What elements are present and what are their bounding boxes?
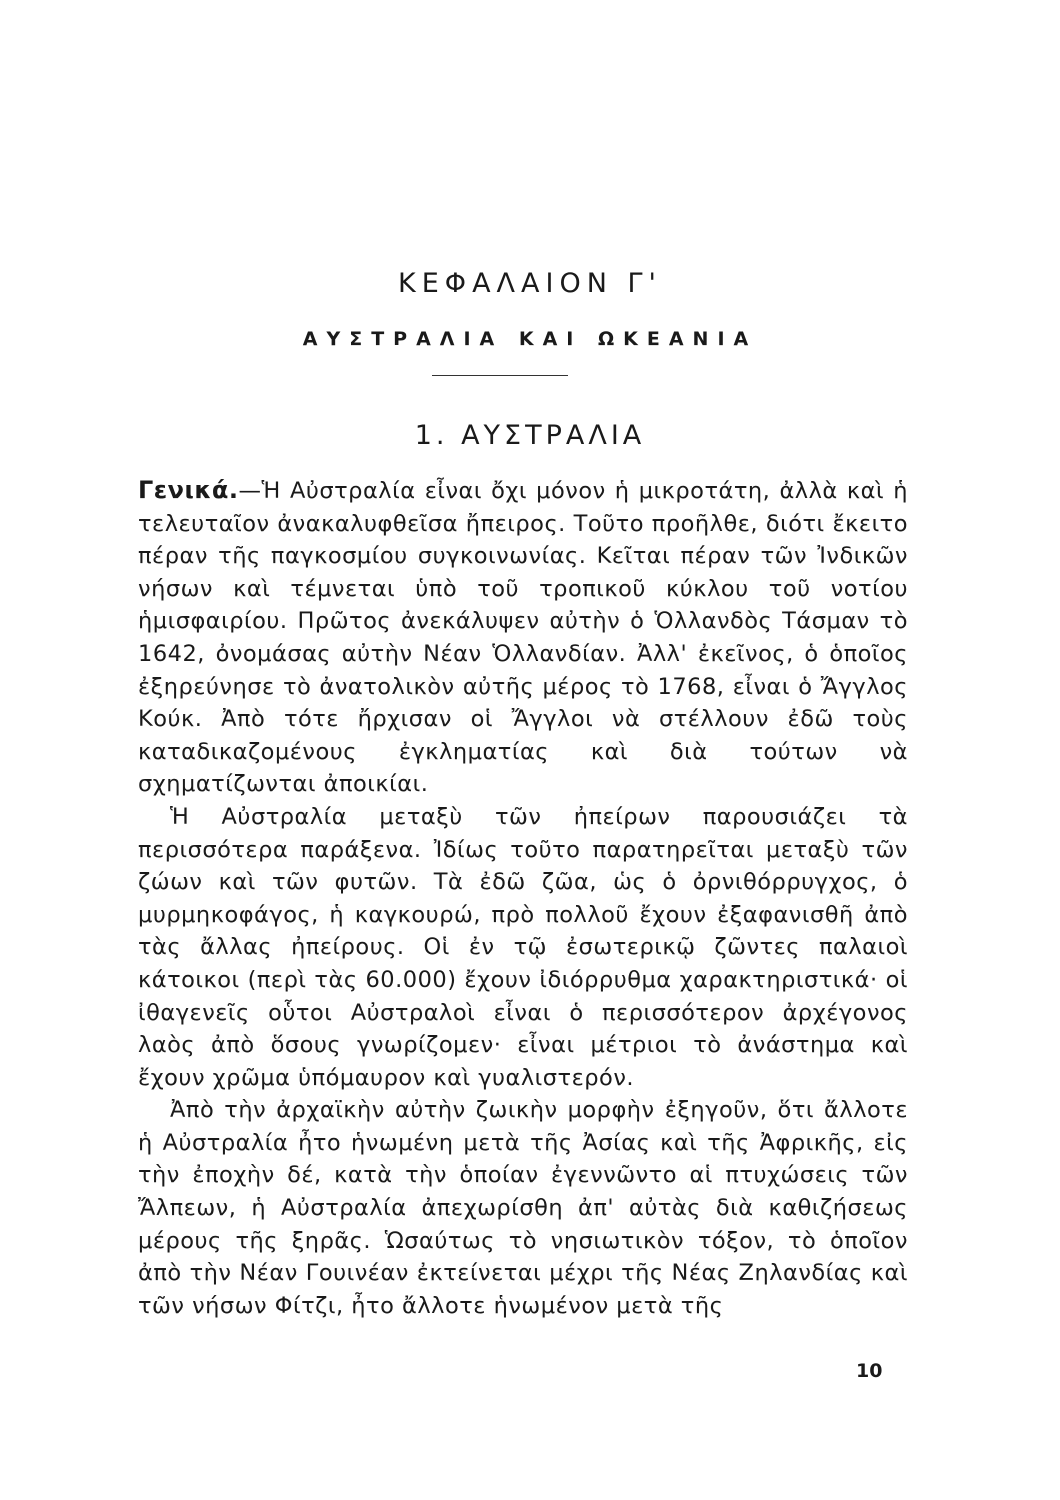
paragraph-2: Ἡ Αὐστραλία μεταξὺ τῶν ἠπείρων παρουσιάζει τὰ περισσότερα παράξενα. Ἰδίως τοῦτο παρατηρεῖται μεταξὺ τῶν ζώων καὶ τῶν φυτῶν. Τὰ ἐδῶ ζῶα, ὡς ὁ ὀρνιθόρρυγχος, ὁ μυρμηκοφάγος, ἡ καγκουρώ, πρὸ πολλοῦ ἔχουν ἐξαφανισθῆ ἀπὸ τὰς ἄλλας ἠπείρους. Οἱ ἐν τῷ ἐσωτερικῷ ζῶντες παλαιοὶ κάτοικοι (περὶ τὰς 60.000) ἔχουν ἰδιόρρυθμα χαρακτηριστικά· οἱ ἰθαγενεῖς οὗτοι Αὐστραλοὶ εἶναι ὁ περισσότερον ἀρχέγονος λαὸς ἀπὸ ὅσους γνωρίζομεν· εἶναι μέτριοι τὸ ἀνάστημα καὶ ἔχουν χρῶμα ὑπόμαυρον καὶ γυαλιστερόν.: [138, 803, 908, 1091]
paragraph-3: Ἀπὸ τὴν ἀρχαϊκὴν αὐτὴν ζωικὴν μορφὴν ἐξηγοῦν, ὅτι ἄλλοτε ἡ Αὐστραλία ἦτο ἡνωμένη μετὰ τῆς Ἀσίας καὶ τῆς Ἀφρικῆς, εἰς τὴν ἐποχὴν δέ, κατὰ τὴν ὁποίαν ἐγεννῶντο αἱ πτυχώσεις τῶν Ἄλπεων, ἡ Αὐστραλία ἀπεχωρίσθη ἀπ' αὐτὰς διὰ καθιζήσεως μέρους τῆς ξηρᾶς. Ὡσαύτως τὸ νησιωτικὸν τόξον, τὸ ὁποῖον ἀπὸ τὴν Νέαν Γουινέαν ἐκτείνεται μέχρι τῆς Νέας Ζηλανδίας καὶ τῶν νήσων Φίτζι, ἦτο ἄλλοτε ἡνωμένον μετὰ τῆς: [138, 1097, 908, 1319]
chapter-label: ΚΕΦΑΛΑΙΟΝ Γ': [398, 268, 662, 299]
paragraph-1: [138, 474, 908, 801]
divider-rule: [432, 375, 568, 376]
section-heading: 1. ΑΥΣΤΡΑΛΙΑ: [414, 420, 646, 451]
paragraph-lead-in: Γενικά.: [138, 476, 239, 504]
chapter-title: ΑΥΣΤΡΑΛΙΑ ΚΑΙ ΩΚΕΑΝΙΑ: [302, 328, 758, 350]
body-text: [138, 474, 908, 1322]
page-number: 10: [856, 1360, 883, 1382]
paragraph-1-text: —Ἡ Αὐστραλία εἶναι ὄχι μόνον ἡ μικροτάτη, ἀλλὰ καὶ ἡ τελευταῖον ἀνακαλυφθεῖσα ἤπειρος. Τοῦτο προῆλθε, διότι ἔκειτο πέραν τῆς παγκοσμίου συγκοινωνίας. Κεῖται πέραν τῶν Ἰνδικῶν νήσων καὶ τέμνεται ὑπὸ τοῦ τροπικοῦ κύκλου τοῦ νοτίου ἡμισφαιρίου. Πρῶτος ἀνεκάλυψεν αὐτὴν ὁ Ὁλλανδὸς Τάσμαν τὸ 1642, ὀνομάσας αὐτὴν Νέαν Ὁλλανδίαν. Ἀλλ' ἐκεῖνος, ὁ ὁποῖος ἐξηρεύνησε τὸ ἀνατολικὸν αὐτῆς μέρος τὸ 1768, εἶναι ὁ Ἄγγλος Κούκ. Ἀπὸ τότε ἤρχισαν οἱ Ἄγγλοι νὰ στέλλουν ἐδῶ τοὺς καταδικαζομένους ἐγκληματίας καὶ διὰ τούτων νὰ σχηματίζωνται ἀποικίαι.: [138, 478, 908, 798]
